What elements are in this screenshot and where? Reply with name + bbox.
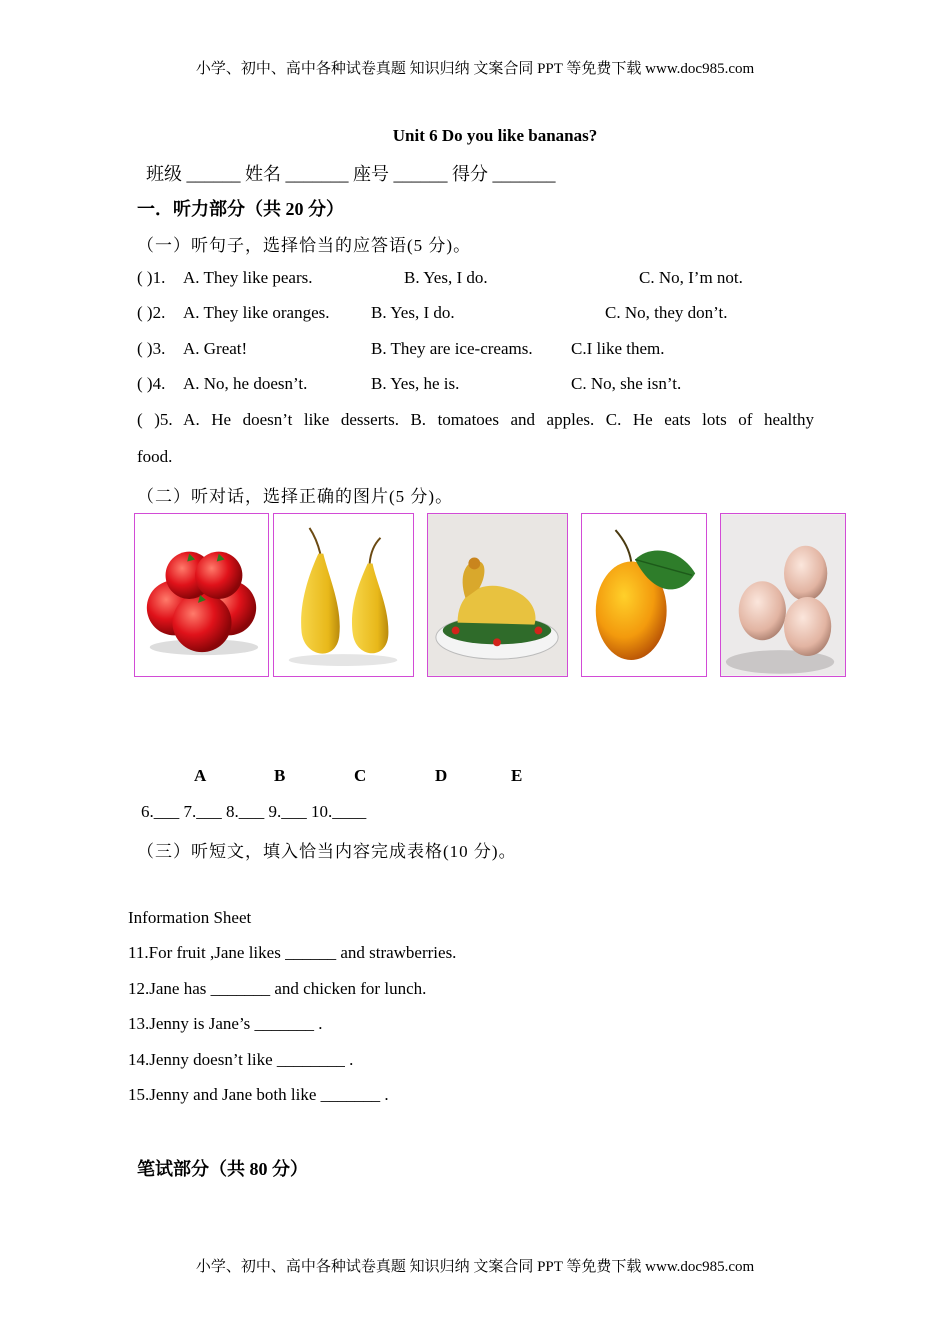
question-number: ( )2. [137,303,166,322]
question-number: ( )4. [137,374,166,393]
question-number: ( )1. [137,268,166,287]
option-a: A. Great! [183,339,248,358]
question-5-line: ( )5. A. He doesn’t like desserts. B. tomatoes and apples. C. He eats lots of healthy [137,410,814,429]
page-footer: 小学、初中、高中各种试卷真题 知识归纳 文案合同 PPT 等免费下载 www.doc985.com [195,1259,755,1275]
writing-section-heading: 笔试部分（共 80 分） [137,1159,308,1179]
student-info-line: 班级 ______ 姓名 _______ 座号 ______ 得分 _______ [146,164,556,184]
option-a: A. They like oranges. [183,303,330,322]
question-5-continuation: food. [137,447,173,466]
picture-label-a: A [194,766,207,785]
page-header: 小学、初中、高中各种试卷真题 知识归纳 文案合同 PPT 等免费下载 www.doc985.com [195,61,755,77]
picture-label-e: E [511,766,523,785]
tomatoes-picture [134,513,269,677]
option-c: C.I like them. [571,339,665,358]
information-sheet-title: Information Sheet [128,908,252,927]
option-a: A. No, he doesn’t. [183,374,308,393]
pears-picture [273,513,414,677]
option-c: C. No, she isn’t. [571,374,682,393]
chicken-picture [427,513,568,677]
option-a: A. They like pears. [183,268,313,287]
sheet-item-12[interactable]: 12.Jane has _______ and chicken for lunch. [128,979,427,998]
page-title: Unit 6 Do you like bananas? [392,126,598,145]
picture-label-b: B [274,766,286,785]
sheet-item-14[interactable]: 14.Jenny doesn’t like ________ . [128,1050,354,1069]
option-b: B. Yes, I do. [371,303,455,322]
question-number: ( )3. [137,339,166,358]
option-c: C. No, I’m not. [639,268,743,287]
picture-label-c: C [354,766,367,785]
sheet-item-15[interactable]: 15.Jenny and Jane both like _______ . [128,1085,389,1104]
picture-label-d: D [435,766,448,785]
listening-section-heading: 一．听力部分（共 20 分） [137,199,344,219]
eggs-picture [720,513,846,677]
option-b: B. They are ice-creams. [371,339,533,358]
part3-instruction: （三）听短文，填入恰当内容完成表格(10 分)。 [137,842,517,861]
part1-instruction: （一）听句子，选择恰当的应答语(5 分)。 [137,236,472,255]
orange-picture [581,513,707,677]
part2-instruction: （二）听对话，选择正确的图片(5 分)。 [137,487,454,506]
option-b: B. Yes, I do. [404,268,488,287]
option-b: B. Yes, he is. [371,374,460,393]
sheet-item-13[interactable]: 13.Jenny is Jane’s _______ . [128,1014,323,1033]
option-c: C. No, they don’t. [605,303,728,322]
picture-answer-blanks[interactable]: 6.___ 7.___ 8.___ 9.___ 10.____ [141,802,367,821]
sheet-item-11[interactable]: 11.For fruit ,Jane likes ______ and strawberries. [128,943,457,962]
